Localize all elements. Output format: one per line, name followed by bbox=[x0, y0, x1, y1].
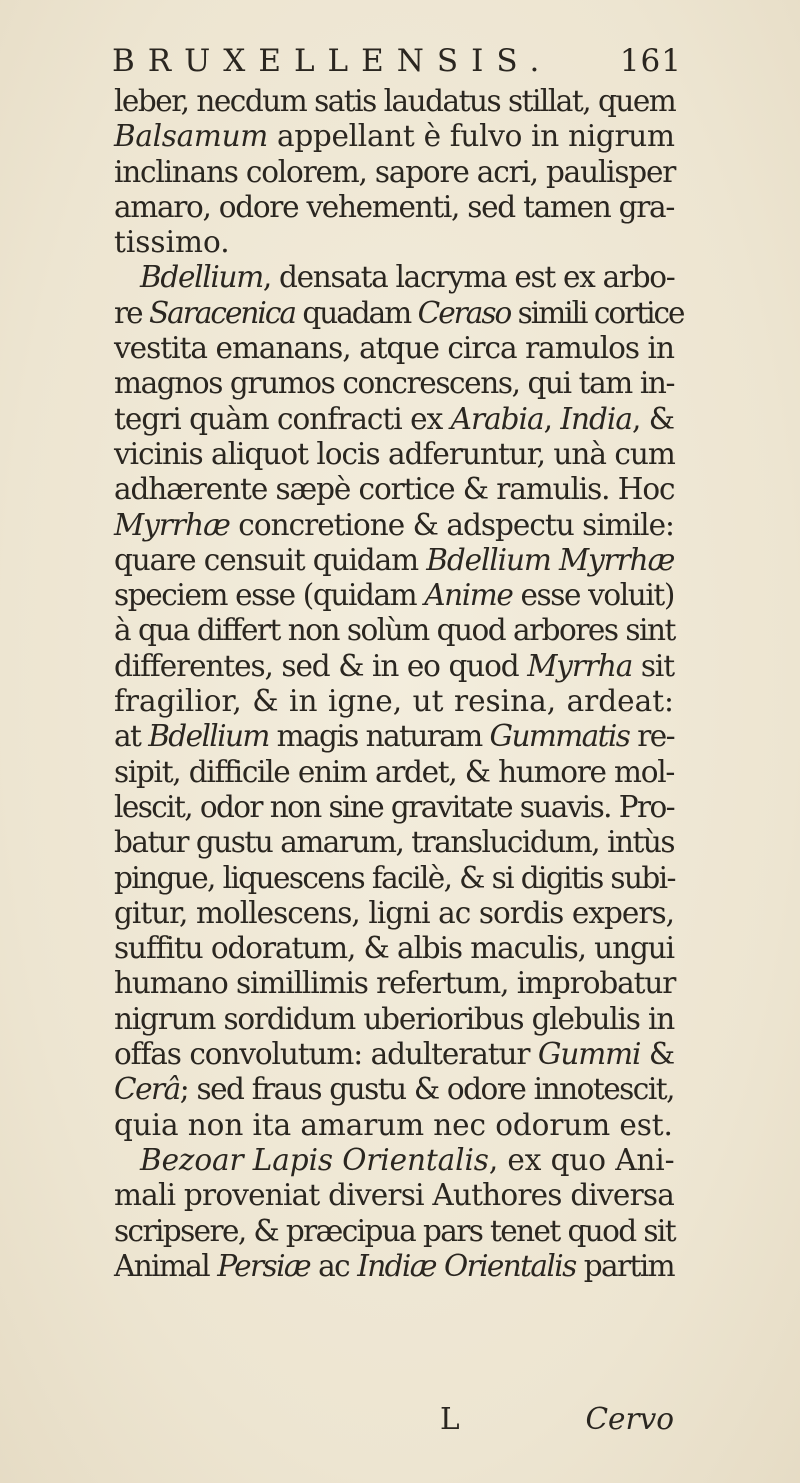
text-run: , bbox=[543, 401, 561, 436]
italic-term: Persiæ bbox=[217, 1248, 311, 1283]
text-run: humano simillimis refertum, improbatur bbox=[114, 966, 676, 1001]
text-line bbox=[114, 331, 674, 366]
text-run: re bbox=[114, 295, 149, 330]
text-line bbox=[114, 190, 674, 225]
italic-term: Indiæ Orientalis bbox=[357, 1248, 576, 1283]
italic-term: Myrrha bbox=[527, 648, 633, 683]
text-line bbox=[114, 931, 674, 966]
text-line bbox=[114, 84, 674, 119]
italic-term: Saracenica bbox=[148, 295, 295, 330]
text-run: magnos grumos concrescens, qui tam in- bbox=[114, 366, 675, 401]
catchword: Cervo bbox=[585, 1402, 674, 1436]
text-run: quia non ita amarum nec odorum est. bbox=[114, 1107, 673, 1142]
text-run: pingue, liquescens facilè, & si digitis subi- bbox=[114, 860, 675, 895]
text-run: offas convolutum: adulteratur bbox=[114, 1037, 538, 1072]
italic-term: Cerâ bbox=[114, 1072, 180, 1107]
italic-term: Balsamum bbox=[114, 119, 268, 154]
text-run: suffitu odoratum, & albis maculis, ungui bbox=[114, 931, 674, 966]
text-line bbox=[114, 155, 674, 190]
text-line bbox=[114, 1143, 674, 1178]
text-line bbox=[114, 719, 674, 754]
text-run: speciem esse (quidam bbox=[114, 578, 425, 613]
text-run: tegri quàm confracti ex bbox=[114, 401, 451, 436]
text-line bbox=[114, 896, 674, 931]
text-run: sipit, difficile enim ardet, & humore mol- bbox=[114, 754, 674, 789]
text-line bbox=[114, 366, 674, 401]
text-line bbox=[114, 825, 674, 860]
italic-term: Anime bbox=[424, 578, 513, 613]
text-run: inclinans colorem, sapore acri, paulisper bbox=[114, 154, 676, 189]
text-run: lescit, odor non sine gravitate suavis. Pro- bbox=[114, 789, 674, 824]
text-run: mali proveniat diversi Authores diversa bbox=[114, 1178, 674, 1213]
text-run: , densata lacryma est ex arbo- bbox=[262, 260, 675, 295]
text-line bbox=[114, 1072, 674, 1107]
text-run: concretione & adspectu simile: bbox=[229, 507, 674, 542]
text-run: adhærente sæpè cortice & ramulis. Hoc bbox=[114, 472, 675, 507]
italic-term: Bdellium bbox=[140, 260, 263, 295]
text-run: tissimo. bbox=[114, 225, 230, 260]
text-line bbox=[114, 225, 674, 260]
text-line bbox=[114, 1249, 674, 1284]
text-run: gitur, mollescens, ligni ac sordis expers, bbox=[114, 895, 674, 930]
running-head: BRUXELLENSIS. bbox=[112, 43, 553, 79]
italic-term: Gummi bbox=[537, 1037, 641, 1072]
italic-term: Bezoar Lapis Orientalis bbox=[140, 1142, 489, 1177]
text-run: sit bbox=[632, 648, 675, 683]
italic-term: India bbox=[560, 401, 632, 436]
text-run: simili cortice bbox=[510, 295, 684, 330]
text-run: re- bbox=[629, 719, 674, 754]
text-run: partim bbox=[575, 1248, 674, 1283]
text-line bbox=[114, 508, 674, 543]
text-line bbox=[114, 472, 674, 507]
page-number: 161 bbox=[619, 43, 682, 79]
text-line bbox=[114, 861, 674, 896]
text-line bbox=[114, 295, 684, 331]
text-run: esse voluit) bbox=[512, 578, 674, 613]
footer-line bbox=[114, 1401, 674, 1437]
text-line bbox=[114, 1108, 674, 1143]
text-run: quadam bbox=[294, 295, 418, 330]
text-line bbox=[114, 437, 674, 472]
text-run: vicinis aliquot locis adferuntur, unà cum bbox=[114, 436, 675, 471]
text-run: differentes, sed & in eo quod bbox=[114, 648, 528, 683]
text-run: à qua differt non solùm quod arbores sint bbox=[114, 613, 675, 648]
italic-term: Bdellium Myrrhæ bbox=[426, 542, 675, 577]
text-run: fragilior, & in igne, ut resina, ardeat: bbox=[114, 684, 674, 719]
italic-term: Cerasо bbox=[417, 295, 511, 330]
text-line bbox=[114, 578, 674, 613]
text-run: appellant è fulvo in nigrum bbox=[267, 119, 675, 154]
italic-term: Myrrhæ bbox=[114, 507, 230, 542]
text-run: ; sed fraus gustu & odore innotescit, bbox=[179, 1072, 674, 1107]
text-line bbox=[114, 1037, 674, 1072]
text-run: leber, necdum satis laudatus stillat, quem bbox=[114, 84, 676, 118]
page-header bbox=[112, 38, 682, 84]
text-run: nigrum sordidum uberioribus glebulis in bbox=[114, 1001, 674, 1036]
text-line bbox=[114, 119, 674, 154]
text-run: ac bbox=[310, 1248, 358, 1283]
text-run: & bbox=[640, 1037, 674, 1072]
text-line bbox=[114, 1178, 674, 1213]
text-run: magis naturam bbox=[268, 719, 490, 754]
text-line bbox=[114, 790, 674, 825]
text-run: batur gustu amarum, translucidum, intùs bbox=[114, 825, 674, 860]
text-run: , & bbox=[631, 401, 675, 436]
text-line bbox=[114, 1214, 674, 1249]
text-line bbox=[114, 402, 674, 437]
body-text bbox=[114, 84, 684, 1284]
italic-term: Arabia bbox=[450, 401, 544, 436]
italic-term: Bdellium bbox=[148, 719, 269, 754]
text-run: , ex quo Ani- bbox=[488, 1142, 675, 1177]
text-line bbox=[114, 1002, 674, 1037]
text-run: amaro, odore vehementi, sed tamen gra- bbox=[114, 189, 674, 224]
text-run: at bbox=[114, 719, 149, 754]
italic-term: Gummatis bbox=[489, 719, 630, 754]
text-run: quare censuit quidam bbox=[114, 542, 427, 577]
text-run: Animal bbox=[114, 1248, 218, 1283]
text-line bbox=[114, 649, 674, 684]
text-run: vestita emanans, atque circa ramulos in bbox=[114, 331, 674, 366]
text-line bbox=[114, 755, 674, 790]
text-line bbox=[114, 613, 674, 648]
text-line bbox=[114, 543, 674, 578]
signature-mark: L bbox=[440, 1402, 460, 1436]
text-line bbox=[114, 966, 674, 1001]
text-line bbox=[114, 684, 674, 719]
text-run: scripsere, & præcipua pars tenet quod sit bbox=[114, 1213, 675, 1248]
text-line bbox=[114, 260, 674, 295]
